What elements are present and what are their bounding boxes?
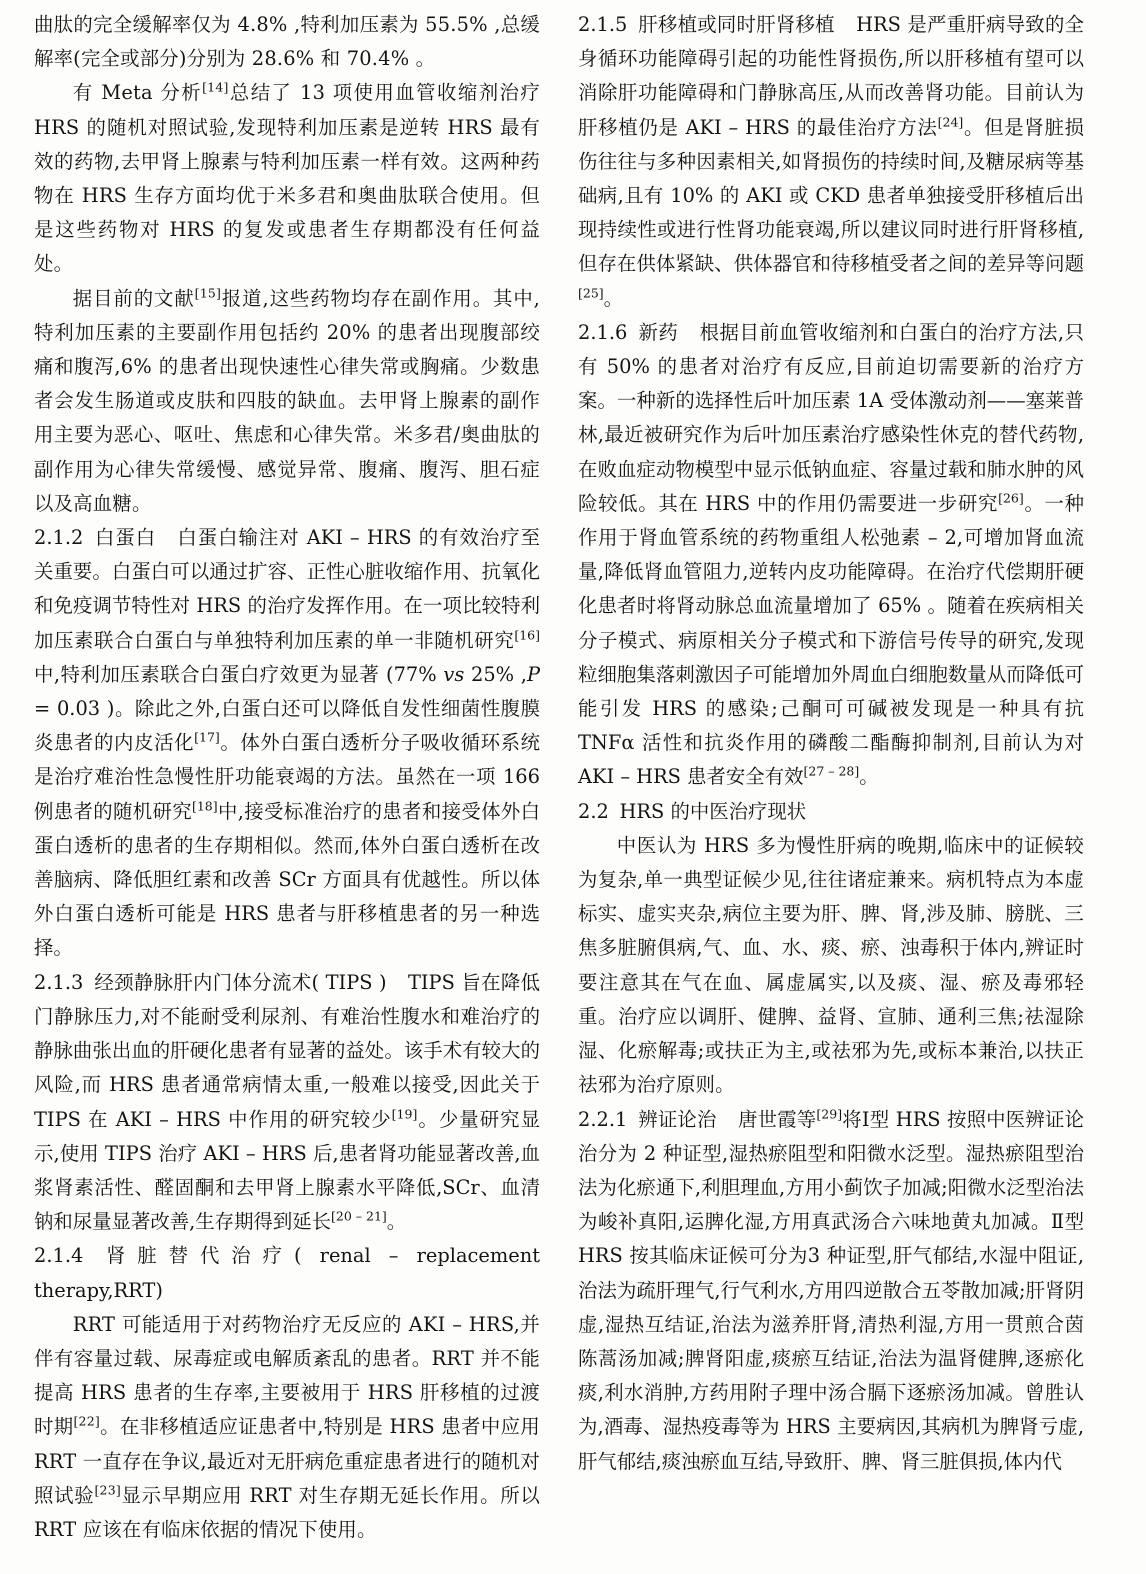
section-title: HRS 的中医治疗现状 <box>619 799 807 823</box>
citation-ref: [22] <box>73 1413 100 1429</box>
citation-ref: [19] <box>391 1106 418 1122</box>
paragraph: 有 Meta 分析[14]总结了 13 项使用血管收缩剂治疗 HRS 的随机对照试验,发现特利加压素是逆转 HRS 最有效的药物,去甲肾上腺素与特利加压素一样有效。这两种药物在 HRS 生存方面均优于米多君和奥曲肽联合使用。但是这些药物对 HRS 的复发或患者生存期都没有任何益处。 <box>34 79 541 276</box>
citation-ref: [29] <box>816 1106 843 1122</box>
section-2-1-3: 2.1.3 经颈静脉肝内门体分流术( TIPS ) TIPS 旨在降低门静脉压力,对不能耐受利尿剂、有难治性腹水和难治疗的静脉曲张出血的肝硬化患者有显著的益处。该手术有较大的风险,而 HRS 患者通常病情太重,一般难以接受,因此关于 TIPS 在 AKI – HRS 中作用的研究较少[19]。少量研究显示,使用 TIPS 治疗 AKI – HRS 后,患者肾功能显著改善,血浆肾素活性、醛固酮和去甲肾上腺素水平降低,SCr、血清钠和尿量显著改善,生存期得到延长[20 – 21]。 <box>34 970 540 1234</box>
citation-ref: [24] <box>937 114 964 130</box>
citation-ref: [17] <box>194 729 220 745</box>
section-number: 2.1.5 <box>578 13 628 36</box>
citation-ref: [25] <box>578 285 604 301</box>
section-title: 辨证论治 <box>638 1107 717 1131</box>
section-number: 2.2 <box>578 799 609 823</box>
section-2-1-6: 2.1.6 新药 根据目前血管收缩剂和白蛋白的治疗方法,只有 50% 的患者对治疗有反应,目前迫切需要新的治疗方案。一种新的选择性后叶加压素 1A 受体激动剂——塞莱普林,最近被研究作为后叶加压素治疗感染性休克的替代药物,在败血症动物模型中显示低钠血症、容量过载和肺水肿的风险较低。其在 HRS 中的作用仍需要进一步研究[26]。一种作用于肾血管系统的药物重组人松弛素 – 2,可增加肾血流量,降低肾血管阻力,逆转内皮功能障碍。在治疗代偿期肝硬化患者时将肾动脉总血流量增加了 65% 。随着在疾病相关分子模式、病原相关分子模式和下游信号传导的研究,发现粒细胞集落刺激因子可能增加外周血白细胞数量从而降低可能引发 HRS 的感染;己酮可可碱被发现是一种具有抗 TNFα 活性和抗炎作用的磷酸二酯酶抑制剂,目前认为对 AKI – HRS 患者安全有效[27 – 28]。 <box>578 320 1085 789</box>
section-2-2 <box>578 795 1084 829</box>
section-title: 新药 <box>638 320 679 344</box>
citation-ref: [15] <box>194 285 222 301</box>
citation-ref: [16] <box>514 627 540 643</box>
citation-ref: [23] <box>94 1482 121 1498</box>
section-title: 白蛋白 <box>94 526 157 550</box>
section-2-1-5: 2.1.5 肝移植或同时肝肾移植 HRS 是严重肝病导致的全身循环功能障碍引起的功能性肾损伤,所以肝移植有望可以消除肝功能障碍和门静脉高压,从而改善肾功能。目前认为肝移植仍是 AKI – HRS 的最佳治疗方法[24]。但是肾脏损伤往往与多种因素相关,如肾损伤的持续时间,及糖尿病等基础病,且有 10% 的 AKI 或 CKD 患者单独接受肝移植后出现持续性或进行性肾功能衰竭,所以建议同时进行肝肾移植,但存在供体紧缺、供体器官和待移植受者之间的差异等问题[25]。 <box>578 13 1085 310</box>
section-number: 2.1.6 <box>578 320 628 344</box>
paragraph: 曲肽的完全缓解率仅为 4.8% ,特利加压素为 55.5% ,总缓解率(完全或部分)分别为 28.6% 和 70.4% 。 <box>34 13 540 71</box>
section-2-1-4 <box>34 1239 540 1307</box>
paragraph: 据目前的文献[15]报道,这些药物均存在副作用。其中,特利加压素的主要副作用包括约 20% 的患者出现腹部绞痛和腹泻,6% 的患者出现快速性心律失常或胸痛。少数患者会发生肠道或皮肤和四肢的缺血。去甲肾上腺素的副作用主要为恶心、呕吐、焦虑和心律失常。米多君/奥曲肽的副作用为心律失常缓慢、感觉异常、腹痛、腹泻、胆石症以及高血糖。 <box>34 285 540 515</box>
section-title: 肾脏替代治疗( renal – replacement therapy,RRT) <box>34 1244 540 1302</box>
section-number: 2.2.1 <box>578 1107 628 1131</box>
citation-ref: [14] <box>202 79 229 95</box>
paragraph: RRT 可能适用于对药物治疗无反应的 AKI – HRS,并伴有容量过载、尿毒症或电解质紊乱的患者。RRT 并不能提高 HRS 患者的生存率,主要被用于 HRS 肝移植的过渡时期[22]。在非移植适应证患者中,特别是 HRS 患者中应用 RRT 一直存在争议,最近对无肝病危重症患者进行的随机对照试验[23]显示早期应用 RRT 对生存期无延长作用。所以 RRT 应该在有临床依据的情况下使用。 <box>34 1312 540 1541</box>
section-number: 2.1.3 <box>34 970 84 994</box>
citation-ref: [20 – 21] <box>331 1208 387 1224</box>
citation-ref: [18] <box>191 798 218 814</box>
section-number: 2.1.4 <box>34 1244 84 1268</box>
right-column <box>578 8 1084 1564</box>
section-title: 经颈静脉肝内门体分流术( TIPS ) <box>94 970 387 994</box>
section-2-2-1: 2.2.1 辨证论治 唐世霞等[29]将Ⅰ型 HRS 按照中医辨证论治分为 2 种证型,湿热瘀阻型和阳微水泛型。湿热瘀阻型治法为化瘀通下,利胆理血,方用小蓟饮子加减;阳微水泛型治法为峻补真阳,运脾化湿,方用真武汤合六味地黄丸加减。Ⅱ型 HRS 按其临床证候可分为3 种证型,肝气郁结,水湿中阻证,治法为疏肝理气,行气利水,方用四逆散合五苓散加减;肝肾阴虚,湿热互结证,治法为滋养肝肾,清热利湿,方用一贯煎合茵陈蒿汤加减;脾肾阳虚,痰瘀互结证,治法为温肾健脾,逐瘀化痰,利水消肿,方药用附子理中汤合膈下逐瘀汤加减。曾胜认为,酒毒、湿热疫毒等为 HRS 主要病因,其病机为脾肾亏虚,肝气郁结,痰浊瘀血互结,导致肝、脾、肾三脏俱损,体内代 <box>578 1106 1085 1473</box>
paragraph: 中医认为 HRS 多为慢性肝病的晚期,临床中的证候较为复杂,单一典型证候少见,往往诸症兼来。病机特点为本虚标实、虚实夹杂,病位主要为肝、脾、肾,涉及肺、膀胱、三焦多脏腑俱病,气、血、水、痰、瘀、浊毒积于体内,辨证时要注意其在气在血、属虚属实,以及痰、湿、瘀及毒邪轻重。治疗应以调肝、健脾、益肾、宣肺、通利三焦;祛湿除湿、化瘀解毒;或扶正为主,或祛邪为先,或标本兼治,以扶正祛邪为治疗原则。 <box>578 833 1084 1097</box>
left-column <box>34 8 540 1564</box>
citation-ref: [26] <box>998 490 1024 506</box>
citation-ref: [27 – 28] <box>803 764 860 779</box>
section-title: 肝移植或同时肝肾移植 <box>638 13 835 36</box>
two-column-layout <box>34 8 1112 1564</box>
section-2-1-2: 2.1.2 白蛋白 白蛋白输注对 AKI – HRS 的有效治疗至关重要。白蛋白可以通过扩容、正性心脏收缩作用、抗氧化和免疫调节特性对 HRS 的治疗发挥作用。在一项比较特利加压素联合白蛋白与单独特利加压素的单一非随机研究[16]中,特利加压素联合白蛋白疗效更为显著 (77% vs 25% ,P = 0.03 )。除此之外,白蛋白还可以降低自发性细菌性腹膜炎患者的内皮活化[17]。体外白蛋白透析分子吸收循环系统是治疗难治性急慢性肝功能衰竭的方法。虽然在一项 166 例患者的随机研究[18]中,接受标准治疗的患者和接受体外白蛋白透析的患者的生存期相似。然而,体外白蛋白透析在改善脑病、降低胆红素和改善 SCr 方面具有优越性。所以体外白蛋白透析可能是 HRS 患者与肝移植患者的另一种选择。 <box>34 526 541 960</box>
section-number: 2.1.2 <box>34 526 84 550</box>
